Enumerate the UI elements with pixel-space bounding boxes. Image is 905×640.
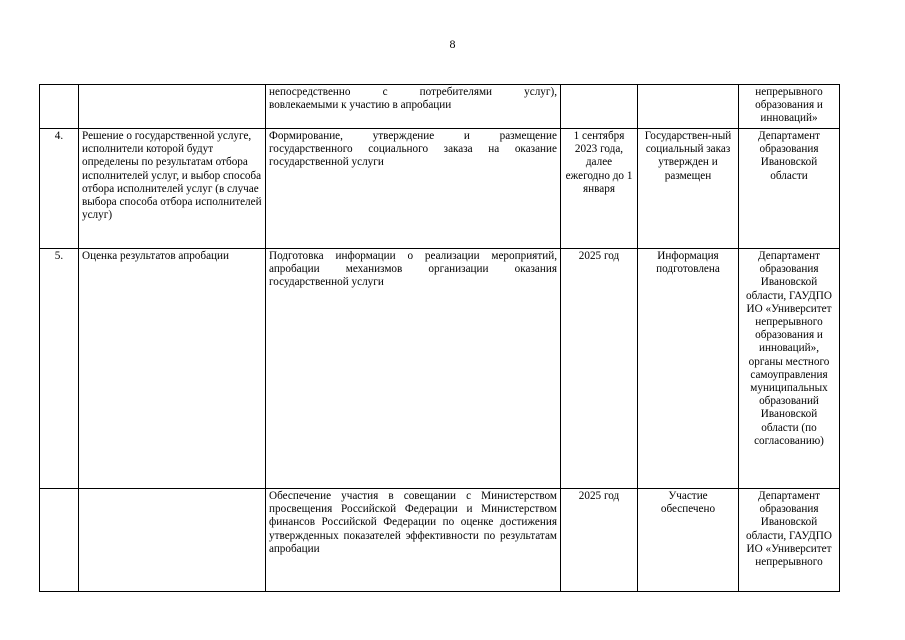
table-row (40, 489, 840, 592)
result-cell: Участие обеспечено (638, 489, 739, 592)
page-number: 8 (449, 37, 456, 51)
table-row (40, 85, 840, 129)
table-row (40, 249, 840, 489)
responsible-cell: Департамент образования Ивановской области, ГАУДПО ИО «Университет непрерывного (739, 489, 840, 592)
event-line: вовлекаемыми к участию в апробации (269, 99, 452, 112)
term-cell (561, 85, 638, 129)
responsible-cell: Департамент образования Ивановской области, ГАУДПО ИО «Университет непрерывного образования и инноваций», органы местного самоуправления муниципальных образований Ивановской области (по согласованию) (739, 249, 840, 489)
result-cell: Государствен-ный социальный заказ утвержден и размещен (638, 129, 739, 249)
event-cell: Обеспечение участия в совещании с Министерством просвещения Российской Федерации и Министерством финансов Российской Федерации по оценке достижения утвержденных показателей эффективности по результатам апробации (266, 489, 561, 592)
responsible-cell: непрерывного образования и инноваций» (739, 85, 840, 129)
term-cell: 2025 год (561, 489, 638, 592)
term-cell: 1 сентября 2023 года, далее ежегодно до 1 января (561, 129, 638, 249)
table-row (40, 129, 840, 249)
stage-cell (79, 489, 266, 592)
stage-cell (79, 85, 266, 129)
event-cell: Формирование, утверждение и размещение государственного социального заказа на оказание государственной услуги (266, 129, 561, 249)
event-cell: Подготовка информации о реализации мероприятий, апробации механизмов организации оказания государственной услуги (266, 249, 561, 489)
term-cell: 2025 год (561, 249, 638, 489)
stage-cell: Решение о государственной услуге, исполнители которой будут определены по результатам отбора исполнителей услуг, и выбор способа отбора исполнителей услуг (в случае выбора способа отбора исполнителей услуг) (79, 129, 266, 249)
result-cell (638, 85, 739, 129)
row-number-cell (40, 85, 79, 129)
responsible-cell: Департамент образования Ивановской области (739, 129, 840, 249)
plan-table (39, 84, 840, 592)
row-number-cell: 5. (40, 249, 79, 489)
event-line: непосредственно с потребителями услуг), (269, 86, 557, 98)
result-cell: Информация подготовлена (638, 249, 739, 489)
stage-cell: Оценка результатов апробации (79, 249, 266, 489)
row-number-cell (40, 489, 79, 592)
row-number-cell: 4. (40, 129, 79, 249)
event-cell (266, 85, 561, 129)
